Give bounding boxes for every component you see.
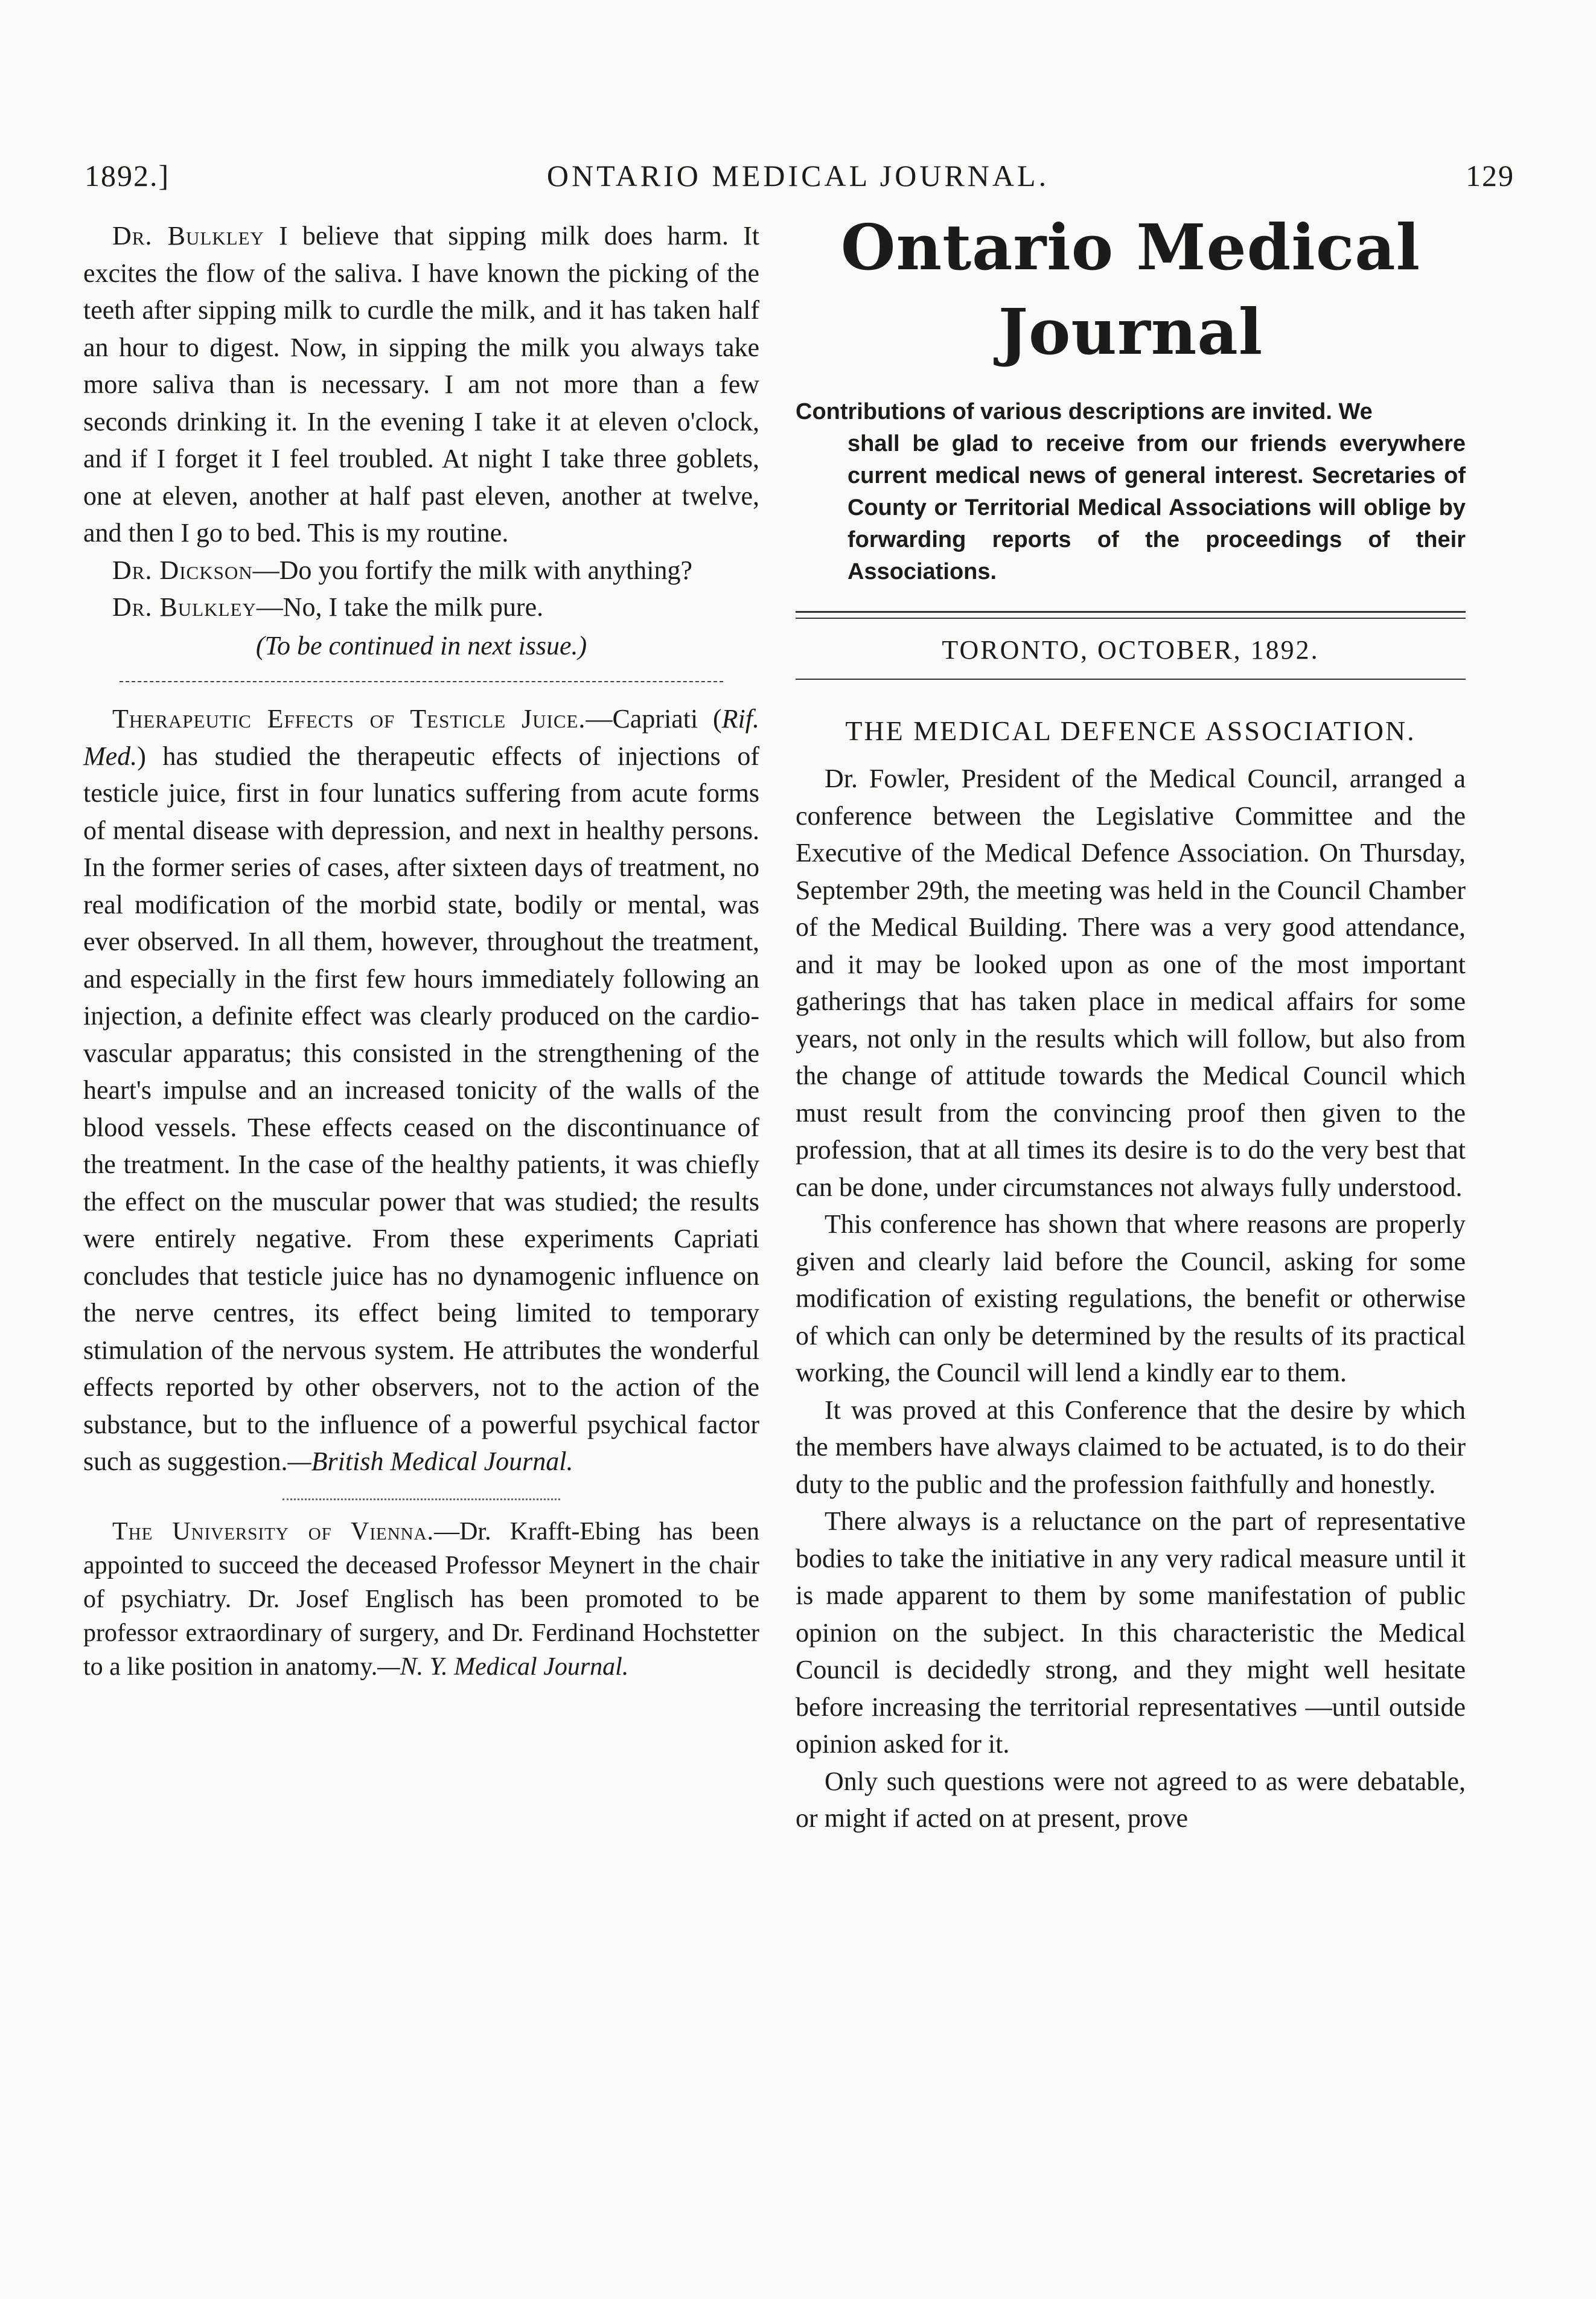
article-body: ) has studied the therapeutic effects of injections of testicle juice, first in four lunatics suffering from acute forms of mental disease with depression, and next in healthy persons. In the former series of cases, after sixteen days of treatment, no real modification of the morbid state, bodily or mental, was ever observed. In all them, however, throughout the treatment, and especially in the first few hours immediately following an injection, a definite effect was clearly produced on the cardio-vascular apparatus; this consisted in the strengthening of the heart's impulse and an increased tonicity of the walls of the blood vessels. These effects ceased on the discontinuance of the treatment. In the case of the healthy patients, it was chiefly the effect on the muscular power that was studied; the results were entirely negative. From these experiments Capriati concludes that testicle juice has no dynamogenic influence on the nerve centres, its effect being limited to temporary stimulation of the nervous system. He attributes the wonderful effects reported by other observers, not to the action of the substance, but to the influence of a powerful psychical factor such as suggestion. bbox=[83, 741, 759, 1476]
discussion-paragraph bbox=[83, 217, 759, 552]
editorial-paragraph: Dr. Fowler, President of the Medical Council, arranged a conference between the Legislative Committee and the Executive of the Medical Defence Association. On Thursday, September 29th, the meeting was held in the Council Chamber of the Medical Building. There was a very good attendance, and it may be looked upon as one of the most important gatherings that has taken place in medical affairs for some years, not only in the results which will follow, but also from the change of attitude towards the Medical Council which must result from the convincing proof then given to the profession, that at all times its desire is to do the very best that can be done, under circumstances not always fully understood. bbox=[796, 764, 1466, 1202]
section-divider bbox=[120, 681, 723, 682]
article-heading: Therapeutic Effects of Testicle Juice. bbox=[112, 704, 586, 734]
continued-note: (To be continued in next issue.) bbox=[255, 630, 587, 660]
contributions-notice: Contributions of various descriptions are invited. We shall be glad to receive from our friends everywhere current medical news of general interest. Secretaries of County or Territorial Medical Associations will oblige by forwarding reports of the proceedings of their Associations. bbox=[796, 399, 1466, 584]
vienna-article bbox=[83, 1515, 759, 1684]
discussion-text: I believe that sipping milk does harm. It excites the flow of the saliva. I have known the picking of the teeth after sipping milk to curdle the milk, and it has taken half an hour to digest. Now, in sipping the milk you always take more saliva than is necessary. I am not more than a few seconds drinking it. In the evening I take it at eleven o'clock, and if I forget it I feel troubled. At night I take three goblets, one at eleven, another at half past eleven, another at twelve, and then I go to bed. This is my routine. bbox=[83, 221, 759, 548]
article-body: —Dr. Krafft-Ebing has been appointed to succeed the deceased Professor Meynert in the chair of psychiatry. Dr. Josef Englisch has been promoted to be professor extraordinary of surgery, and Dr. Ferdinand Hochstetter to a like position in anatomy. bbox=[83, 1517, 760, 1681]
article-source: —N. Y. Medical Journal. bbox=[377, 1652, 629, 1681]
right-column bbox=[796, 210, 1466, 1837]
editorial-title: THE MEDICAL DEFENCE ASSOCIATION. bbox=[845, 715, 1416, 746]
discussion-paragraph: Dr. Bulkley—No, I take the milk pure. bbox=[112, 592, 544, 622]
editorial-paragraph: It was proved at this Conference that the desire by which the members have always claimed to be actuated, is to do their duty to the public and the profession faithfully and honestly. bbox=[796, 1395, 1466, 1499]
editorial-paragraph: Only such questions were not agreed to as were debatable, or might if acted on at present, prove bbox=[796, 1766, 1466, 1833]
discussion-text: Do you fortify the milk with anything? bbox=[279, 555, 692, 585]
discussion-text: No, I take the milk pure. bbox=[282, 592, 544, 622]
source-abbreviation: Rif. Med. bbox=[83, 704, 759, 771]
section-divider bbox=[282, 1498, 560, 1500]
article-heading: The University of Vienna. bbox=[112, 1517, 435, 1546]
editorial-paragraph: This conference has shown that where reasons are properly given and clearly laid before the Council, asking for some modification of existing regulations, the benefit or otherwise of which can only be determined by the results of its practical working, the Council will lend a kindly ear to them. bbox=[796, 1209, 1466, 1387]
editorial-paragraph: There always is a reluctance on the part of representative bodies to take the initiative in any very radical measure until it is made apparent to them by some manifestation of public opinion on the subject. In this characteristic the Medical Council is decidedly strong, and they might well hesitate before increasing the territorial representatives —until outside opinion asked for it. bbox=[796, 1506, 1466, 1759]
discussion-paragraph: Dr. Dickson—Do you fortify the milk with anything? bbox=[112, 555, 692, 585]
therapeutic-article: Therapeutic Effects of Testicle Juice.—Capriati (Rif. Med.) has studied the therapeutic effects of injections of testicle juice, first in four lunatics suffering from acute forms of mental disease with depression, and next in healthy persons. In the former series of cases, after sixteen days of treatment, no real modification of the morbid state, bodily or mental, was ever observed. In all them, however, throughout the treatment, and especially in the first few hours immediately following an injection, a definite effect was clearly produced on the cardio-vascular apparatus; this consisted in the strengthening of the heart's impulse and an increased tonicity of the walls of the blood vessels. These effects ceased on the discontinuance of the treatment. In the case of the healthy patients, it was chiefly the effect on the muscular power that was studied; the results were entirely negative. From these experiments Capriati concludes that testicle juice has no dynamogenic influence on the nerve centres, its effect being limited to temporary stimulation of the nervous system. He attributes the wonderful effects reported by other observers, not to the action of the substance, but to the influence of a powerful psychical factor such as suggestion.—British Medical Journal. bbox=[83, 704, 759, 1476]
masthead: Ontario Medical Journal bbox=[840, 210, 1421, 369]
header-journal-title: ONTARIO MEDICAL JOURNAL. bbox=[546, 159, 1050, 193]
speaker-name: Dr. Bulkley bbox=[112, 221, 264, 251]
header-year: 1892.] bbox=[85, 159, 170, 193]
speaker-name: Dr. Bulkley bbox=[112, 592, 257, 622]
article-source: —British Medical Journal. bbox=[287, 1447, 573, 1476]
left-column bbox=[83, 217, 759, 1684]
rule bbox=[796, 679, 1466, 680]
running-header bbox=[0, 158, 1596, 200]
double-rule bbox=[796, 611, 1466, 619]
page-number: 129 bbox=[1466, 159, 1515, 193]
dateline: TORONTO, OCTOBER, 1892. bbox=[942, 635, 1320, 665]
speaker-name: Dr. Dickson bbox=[112, 555, 253, 585]
